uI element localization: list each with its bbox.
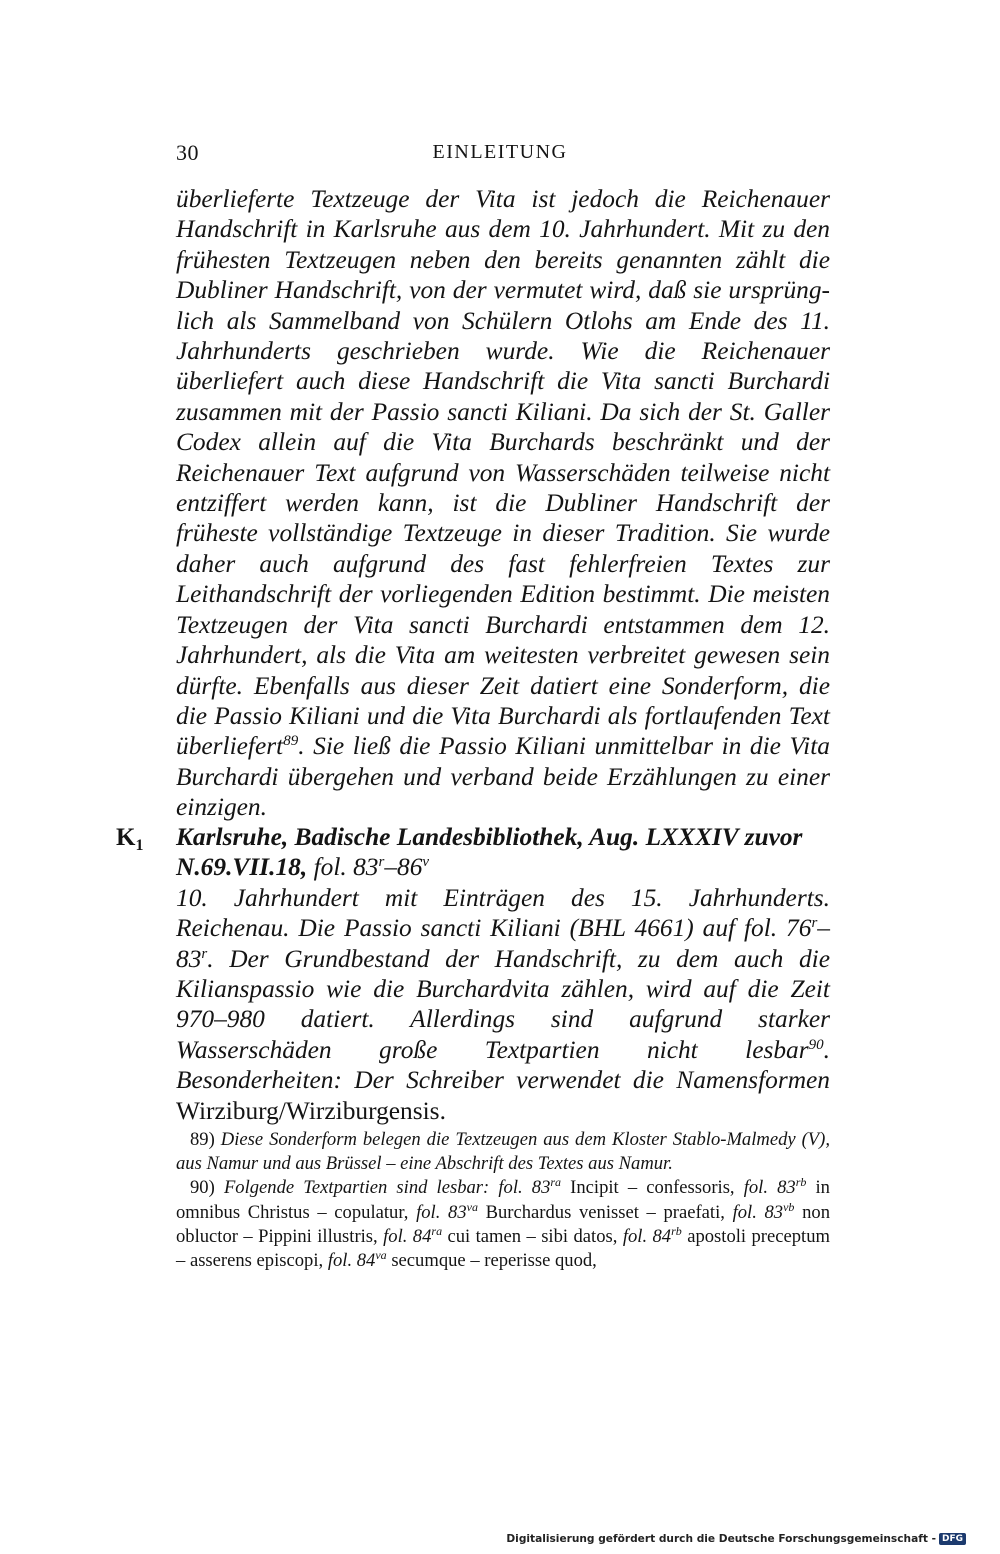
page-number: 30 [176,140,199,165]
siglum-subscript: 1 [135,837,144,854]
footnote-90: 90) Folgende Textpartien sind lesbar: fol. $83^{ra}$ Incipit – confessoris, fol. $83^{rb}$ in omnibus Christus – copulatur, fol. $83^{va}$ Burchardus venisset – praefati, fol. $83^{vb}$ non obluctor – Pippini illustris, fol. $84^{ra}$ cui tamen – sibi datos, fol. $84^{rb}$ apostoli preceptum – asserens episcopi, fol. $84^{va}$ secumque – reperisse quod, [176,1175,830,1272]
running-title: EINLEITUNG [432,141,568,163]
body-paragraph [176,184,830,823]
name-forms: Wirziburg/Wirziburgensis. [176,1096,446,1125]
digitization-credit: Digitalisierung gefördert durch die Deutsche Forschungsgemeinschaft - DFG [506,1533,966,1545]
body-text-main: überlieferte Textzeuge der Vita ist jedoch die Reichenauer Handschrift in Karlsruhe aus dem 10. Jahrhundert. Mit zu den frühesten Textzeugen neben den bereits genannten zählt die Dubliner Handschrift, von der vermutet wird, daß sie ursprünglich als Sammelband von Schülern Otlohs am Ende des 11. Jahrhunderts geschrieben wurde. Wie die Reichenauer überliefert auch diese Handschrift die Vita sancti Burchardi zusammen mit der Passio sancti Kiliani. Da sich der St. Galler Codex allein auf die Vita Burchards beschränkt und der Reichenauer Text aufgrund von Wasserschäden teilweise nicht entziffert werden kann, ist die Dubliner Handschrift der früheste vollständige Textzeuge in dieser Tradition. Sie wurde daher auch aufgrund des fast fehlerfreien Textes zur Leithandschrift der vorliegenden Edition bestimmt. Die meisten Textzeugen der Vita sancti Burchardi entstammen dem 12. Jahrhundert, als die Vita am weitesten verbreitet gewesen sein dürfte. Ebenfalls aus dieser Zeit datiert eine Sonderform, die die Passio Kiliani und die Vita Burchardi als fortlaufenden Text überliefert [176,185,830,761]
footnotes [176,1128,830,1273]
footnote-89: 89) Diese Sonderform belegen die Textzeugen aus dem Kloster Stablo-Malmedy (V), aus Namur und aus Brüssel – eine Abschrift des Textes aus Namur. [176,1129,830,1175]
dfg-logo: DFG [939,1533,966,1545]
footnote-ref-89[interactable]: 89 [283,733,299,750]
manuscript-description: 10. Jahrhundert mit Einträgen des 15. Jahrhunderts. Reichenau. Die Passio sancti Kiliani (BHL 4661) auf fol. 76$^r$–83$^r$. Der Grundbestand der Handschrift, zu dem auch die Kilianspassio wie die Burchardvita zählen, wird auf die Zeit 970–980 datiert. Allerdings sind aufgrund starker Wasserschäden große Textpartien nicht lesbar$^{90}$. Besonderheiten: Der Schreiber verwendet die Namensformen Wirziburg/Wirziburgensis. [176,883,830,1125]
manuscript-siglum: $K_1$ [116,824,144,854]
manuscript-entry [176,822,830,1126]
manuscript-title: Karlsruhe, Badische Landesbibliothek, Aug. LXXXIV zuvor N.69.VII.18, fol. 83$^r$–86$^v$ [176,823,803,882]
body-text-end: . Sie ließ die Passio Kiliani unmittelbar in die Vita Burchardi übergehen und verband beide Erzählungen zu einer einzigen. [176,732,830,822]
footnote-ref-90[interactable]: 90 [808,1036,824,1053]
